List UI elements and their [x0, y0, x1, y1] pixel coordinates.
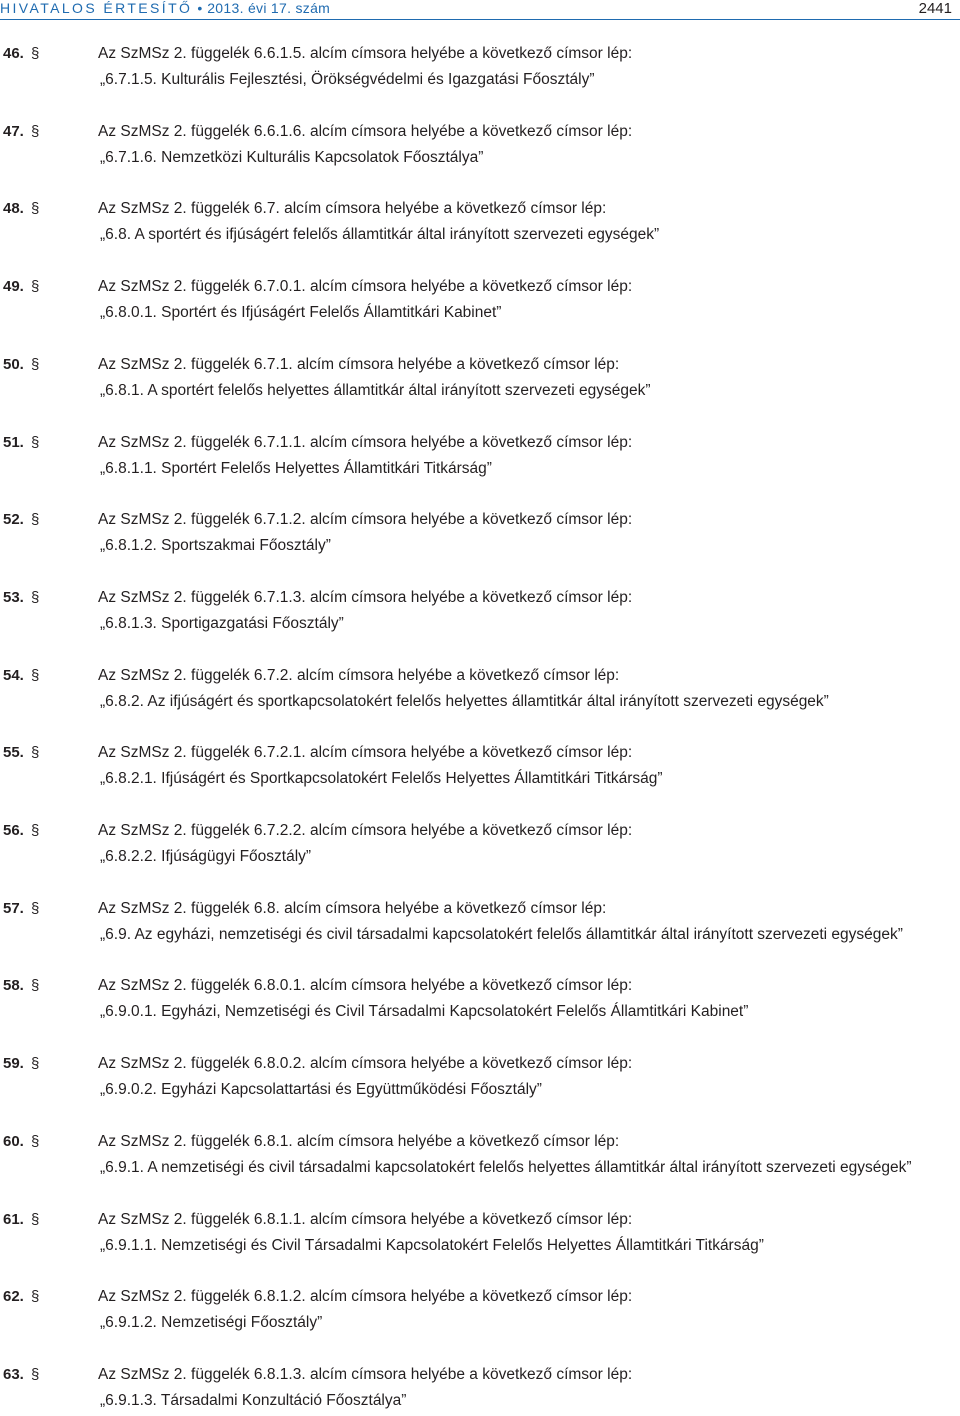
page-number: 2441	[918, 0, 952, 17]
entry-new-title: „6.8.1. A sportért felelős helyettes államtitkár által irányított szervezeti egységek”	[100, 381, 651, 399]
section-sign: §	[31, 1132, 40, 1150]
entry-number: 61.	[3, 1210, 24, 1228]
section-sign: §	[31, 977, 40, 995]
entry-instruction: Az SzMSz 2. függelék 6.7.1.3. alcím címsora helyébe a következő címsor lép:	[98, 588, 633, 606]
entry-instruction: Az SzMSz 2. függelék 6.8.1.3. alcím címsora helyébe a következő címsor lép:	[98, 1365, 633, 1383]
entry-instruction: Az SzMSz 2. függelék 6.8. alcím címsora helyébe a következő címsor lép:	[98, 899, 607, 917]
entry-new-title: „6.8.2. Az ifjúságért és sportkapcsolatokért felelős helyettes államtitkár által irányított szervezeti egységek”	[100, 692, 829, 710]
page-header	[0, 0, 960, 20]
amendment-entry	[0, 898, 960, 950]
section-sign: §	[31, 1210, 40, 1228]
amendment-entry	[0, 509, 960, 561]
section-sign: §	[31, 433, 40, 451]
entry-number: 47.	[3, 122, 24, 140]
section-sign: §	[31, 45, 40, 62]
entry-number: 49.	[3, 278, 24, 296]
amendment-entry	[0, 121, 960, 173]
amendment-entry	[0, 975, 960, 1027]
bullet-separator: •	[197, 0, 203, 16]
entry-new-title: „6.9.0.1. Egyházi, Nemzetiségi és Civil Társadalmi Kapcsolatokért Felelős Államtitkári Kabinet”	[100, 1003, 749, 1021]
entry-new-title: „6.8.1.1. Sportért Felelős Helyettes Államtitkári Titkárság”	[100, 459, 492, 477]
section-sign: §	[31, 355, 40, 373]
entry-instruction: Az SzMSz 2. függelék 6.7.1.2. alcím címsora helyébe a következő címsor lép:	[98, 511, 633, 529]
section-sign: §	[31, 200, 40, 218]
entry-new-title: „6.8.2.1. Ifjúságért és Sportkapcsolatokért Felelős Helyettes Államtitkári Titkárság”	[100, 770, 663, 788]
amendment-entry	[0, 665, 960, 717]
header-rule	[0, 19, 960, 20]
entry-number: 53.	[3, 588, 24, 606]
entry-new-title: „6.7.1.6. Nemzetközi Kulturális Kapcsolatok Főosztálya”	[100, 148, 484, 166]
entry-number: 52.	[3, 511, 24, 529]
amendment-entry	[0, 587, 960, 639]
entry-number: 58.	[3, 977, 24, 995]
entry-new-title: „6.9.1.3. Társadalmi Konzultáció Főosztálya”	[100, 1391, 407, 1409]
entry-instruction: Az SzMSz 2. függelék 6.8.1. alcím címsora helyébe a következő címsor lép:	[98, 1132, 620, 1150]
entry-new-title: „6.9.1. A nemzetiségi és civil társadalmi kapcsolatokért felelős helyettes államtitkár által irányított szervezeti egységek”	[100, 1158, 912, 1176]
section-sign: §	[31, 278, 40, 296]
entry-new-title: „6.8.2.2. Ifjúságügyi Főosztály”	[100, 848, 312, 865]
entry-new-title: „6.9. Az egyházi, nemzetiségi és civil társadalmi kapcsolatokért felelős államtitkár által irányított szervezeti egységek”	[100, 925, 903, 943]
entry-new-title: „6.8. A sportért és ifjúságért felelős államtitkár által irányított szervezeti egységek”	[100, 226, 660, 244]
section-sign: §	[31, 666, 40, 684]
entry-number: 59.	[3, 1055, 24, 1073]
section-sign: §	[31, 1365, 40, 1383]
amendment-entry	[0, 432, 960, 484]
section-sign: §	[31, 899, 40, 917]
entry-instruction: Az SzMSz 2. függelék 6.7.2. alcím címsora helyébe a következő címsor lép:	[98, 666, 620, 684]
entry-instruction: Az SzMSz 2. függelék 6.7.1.1. alcím címsora helyébe a következő címsor lép:	[98, 433, 633, 451]
entry-number: 51.	[3, 433, 24, 451]
entry-number: 54.	[3, 666, 24, 684]
entry-number: 63.	[3, 1365, 24, 1383]
entry-instruction: Az SzMSz 2. függelék 6.7.0.1. alcím címsora helyébe a következő címsor lép:	[98, 278, 633, 296]
entry-instruction: Az SzMSz 2. függelék 6.8.1.1. alcím címsora helyébe a következő címsor lép:	[98, 1210, 633, 1228]
entry-number: 57.	[3, 899, 24, 917]
entry-number: 46.	[3, 45, 24, 62]
entry-new-title: „6.8.1.2. Sportszakmai Főosztály”	[100, 537, 331, 555]
entry-number: 55.	[3, 744, 24, 762]
section-sign: §	[31, 744, 40, 762]
amendment-entry	[0, 1131, 960, 1183]
entry-new-title: „6.8.0.1. Sportért és Ifjúságért Felelős Államtitkári Kabinet”	[100, 304, 502, 322]
amendment-entry	[0, 1364, 960, 1416]
amendment-entry	[0, 43, 960, 95]
issue-date: 2013. évi 17. szám	[207, 0, 331, 16]
entry-instruction: Az SzMSz 2. függelék 6.8.1.2. alcím címsora helyébe a következő címsor lép:	[98, 1288, 633, 1306]
entry-number: 60.	[3, 1132, 24, 1150]
amendment-entry	[0, 1209, 960, 1261]
amendment-entry	[0, 354, 960, 406]
entry-new-title: „6.9.1.1. Nemzetiségi és Civil Társadalmi Kapcsolatokért Felelős Helyettes Államtitkári Titkárság”	[100, 1236, 764, 1254]
entry-number: 56.	[3, 822, 24, 839]
amendment-entry	[0, 198, 960, 250]
journal-name: HIVATALOS ÉRTESÍTŐ	[0, 0, 193, 16]
section-sign: §	[31, 1288, 40, 1306]
entry-new-title: „6.7.1.5. Kulturális Fejlesztési, Örökségvédelmi és Igazgatási Főosztály”	[100, 71, 595, 88]
amendment-entry	[0, 1286, 960, 1338]
entry-instruction: Az SzMSz 2. függelék 6.7.2.2. alcím címsora helyébe a következő címsor lép:	[98, 822, 633, 839]
entry-number: 62.	[3, 1288, 24, 1306]
running-head	[0, 0, 330, 16]
section-sign: §	[31, 511, 40, 529]
amendment-entry	[0, 742, 960, 794]
entry-instruction: Az SzMSz 2. függelék 6.7.2.1. alcím címsora helyébe a következő címsor lép:	[98, 744, 633, 762]
section-sign: §	[31, 588, 40, 606]
amendment-entry	[0, 1053, 960, 1105]
entry-instruction: Az SzMSz 2. függelék 6.8.0.2. alcím címsora helyébe a következő címsor lép:	[98, 1055, 633, 1073]
section-sign: §	[31, 822, 40, 839]
entry-new-title: „6.8.1.3. Sportigazgatási Főosztály”	[100, 614, 344, 632]
entry-instruction: Az SzMSz 2. függelék 6.6.1.6. alcím címsora helyébe a következő címsor lép:	[98, 122, 633, 140]
entry-instruction: Az SzMSz 2. függelék 6.6.1.5. alcím címsora helyébe a következő címsor lép:	[98, 45, 633, 62]
entry-number: 48.	[3, 200, 24, 218]
entry-new-title: „6.9.1.2. Nemzetiségi Főosztály”	[100, 1314, 323, 1332]
entry-new-title: „6.9.0.2. Egyházi Kapcsolattartási és Együttműködési Főosztály”	[100, 1081, 542, 1099]
amendment-entry	[0, 820, 960, 872]
entry-number: 50.	[3, 355, 24, 373]
entry-instruction: Az SzMSz 2. függelék 6.7.1. alcím címsora helyébe a következő címsor lép:	[98, 355, 620, 373]
entry-instruction: Az SzMSz 2. függelék 6.8.0.1. alcím címsora helyébe a következő címsor lép:	[98, 977, 633, 995]
amendment-entry	[0, 276, 960, 328]
section-sign: §	[31, 1055, 40, 1073]
section-sign: §	[31, 122, 40, 140]
entry-instruction: Az SzMSz 2. függelék 6.7. alcím címsora helyébe a következő címsor lép:	[98, 200, 607, 218]
